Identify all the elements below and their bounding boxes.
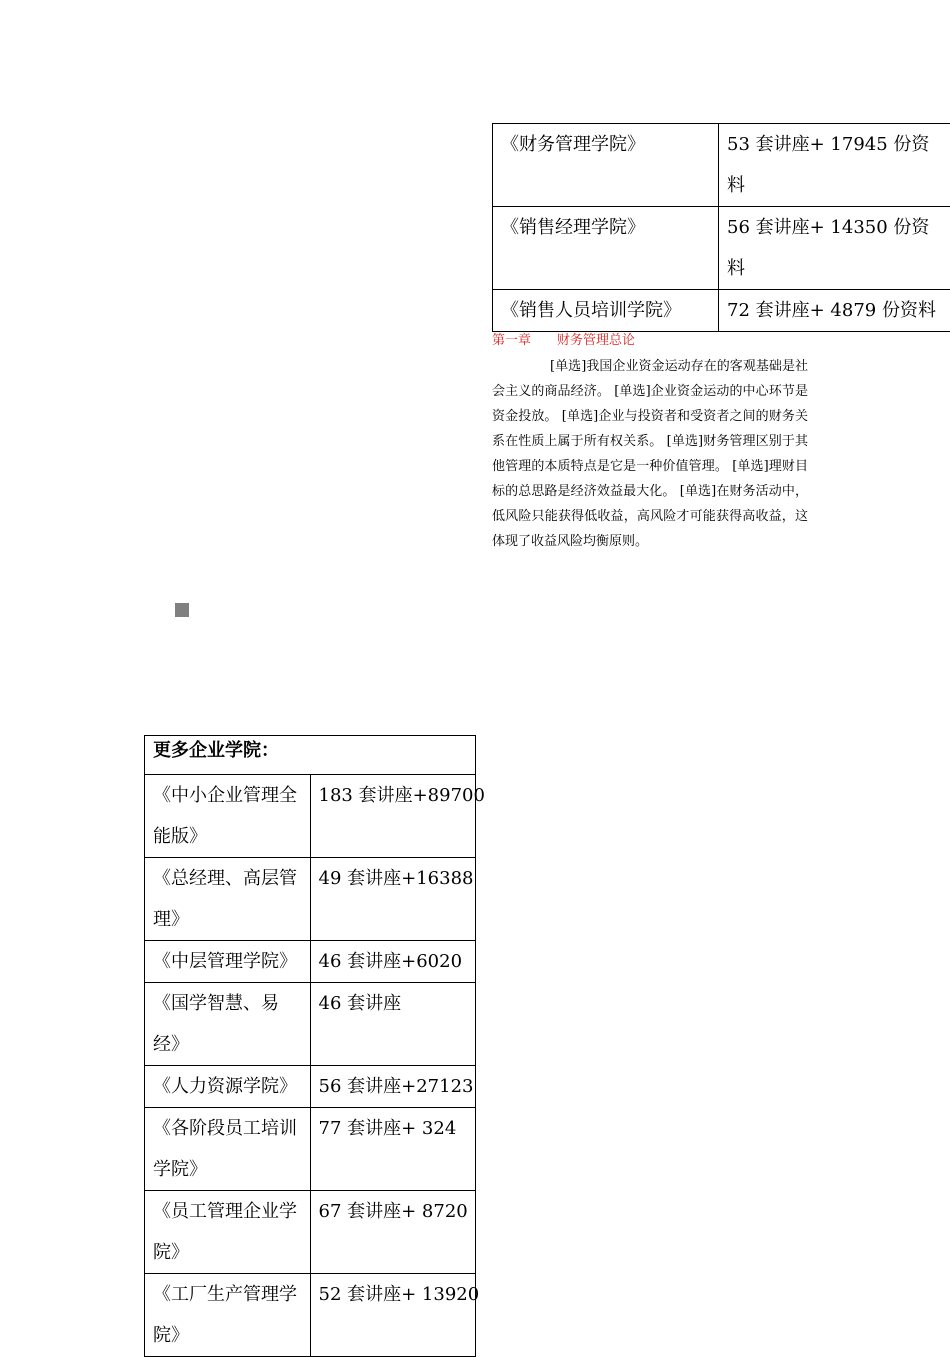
academy-value: 53 套讲座+ 17945 份资料 xyxy=(719,124,950,207)
table-header-row xyxy=(145,736,476,775)
table-row xyxy=(145,858,476,941)
academy-value: 183 套讲座+89700 xyxy=(310,775,476,858)
academy-name: 《人力资源学院》 xyxy=(145,1066,311,1108)
academy-name: 《财务管理学院》 xyxy=(493,124,719,207)
table-row xyxy=(145,1274,476,1357)
table-row xyxy=(493,124,950,207)
academy-name: 《工厂生产管理学院》 xyxy=(145,1274,311,1357)
academy-name: 《中小企业管理全能版》 xyxy=(145,775,311,858)
table-row xyxy=(145,941,476,983)
chapter-number: 第一章 xyxy=(492,333,531,348)
more-academies-table xyxy=(144,735,476,1357)
table-header: 更多企业学院： xyxy=(145,736,476,775)
academy-value: 56 套讲座+27123 xyxy=(310,1066,476,1108)
academy-name: 《销售人员培训学院》 xyxy=(493,290,719,332)
academy-value: 46 套讲座 xyxy=(310,983,476,1066)
academy-value: 46 套讲座+6020 xyxy=(310,941,476,983)
table-row xyxy=(493,207,950,290)
academy-value: 49 套讲座+16388 xyxy=(310,858,476,941)
table-row xyxy=(145,775,476,858)
academy-name: 《销售经理学院》 xyxy=(493,207,719,290)
chapter-heading xyxy=(492,330,808,352)
academy-value: 67 套讲座+ 8720 xyxy=(310,1191,476,1274)
table-row xyxy=(145,1066,476,1108)
gray-square-bullet xyxy=(175,603,189,617)
academy-value: 72 套讲座+ 4879 份资料 xyxy=(719,290,950,332)
academy-name: 《国学智慧、易经》 xyxy=(145,983,311,1066)
chapter-body: [单选]我国企业资金运动存在的客观基础是社会主义的商品经济。 [单选]企业资金运动的中心环节是资金投放。 [单选]企业与投资者和受资者之间的财务关系在性质上属于所有权关系。 [单选]财务管理区别于其他管理的本质特点是它是一种价值管理。 [单选]理财目标的总思路是经济效益最大化。 [单选]在财务活动中，低风险只能获得低收益，高风险才可能获得高收益，这体现了收益风险均衡原则。 xyxy=(492,354,808,554)
table-row xyxy=(145,983,476,1066)
academy-name: 《员工管理企业学院》 xyxy=(145,1191,311,1274)
academy-name: 《总经理、高层管理》 xyxy=(145,858,311,941)
academy-value: 77 套讲座+ 324 xyxy=(310,1108,476,1191)
academy-value: 56 套讲座+ 14350 份资料 xyxy=(719,207,950,290)
chapter-section xyxy=(492,330,808,554)
table-row xyxy=(145,1108,476,1191)
table-row xyxy=(145,1191,476,1274)
academy-value: 52 套讲座+ 13920 xyxy=(310,1274,476,1357)
chapter-title: 财务管理总论 xyxy=(557,333,635,348)
academy-name: 《中层管理学院》 xyxy=(145,941,311,983)
academy-name: 《各阶段员工培训学院》 xyxy=(145,1108,311,1191)
table-row xyxy=(493,290,950,332)
top-academy-table xyxy=(492,123,950,332)
